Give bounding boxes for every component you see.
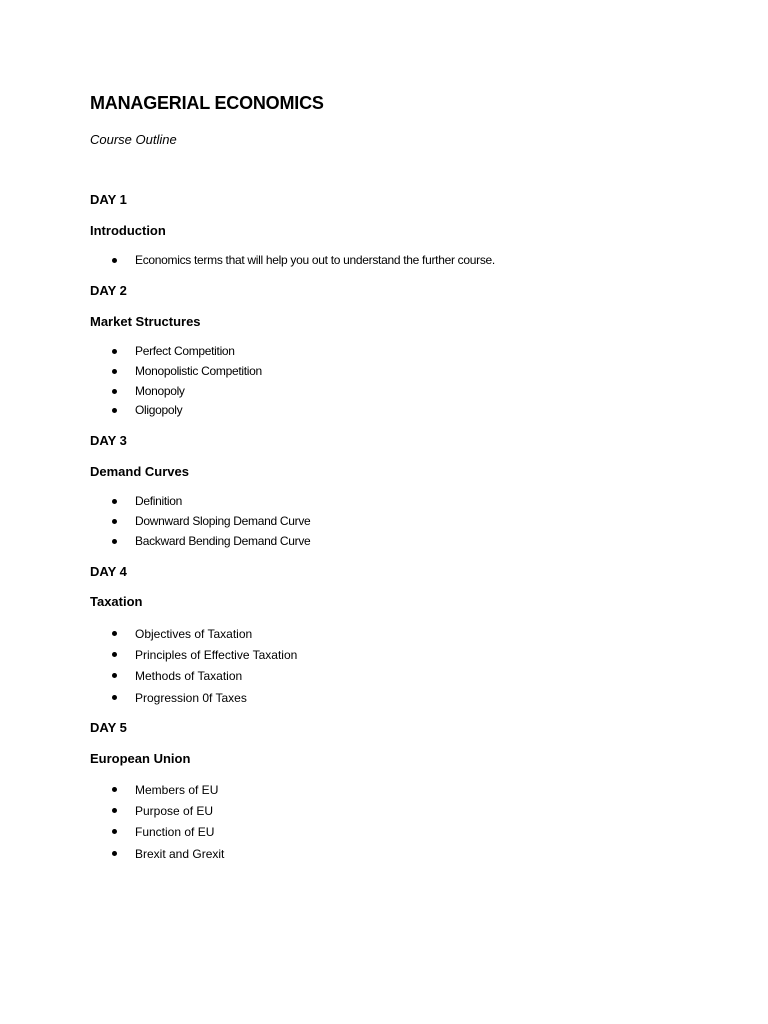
bullet-icon: [112, 851, 117, 856]
bullet-icon: [112, 808, 117, 813]
bullet-icon: [112, 652, 117, 657]
day-5-label: DAY 5: [90, 720, 127, 735]
bullet-icon: [112, 631, 117, 636]
bullet-icon: [112, 349, 117, 354]
day-2-list: [110, 342, 262, 421]
list-item: Monopoly: [110, 382, 262, 402]
day-2-heading: Market Structures: [90, 314, 201, 329]
bullet-icon: [112, 258, 117, 263]
list-item: Oligopoly: [110, 401, 262, 421]
day-1-heading: Introduction: [90, 223, 166, 238]
bullet-icon: [112, 389, 117, 394]
list-item: Methods of Taxation: [110, 666, 297, 687]
bullet-icon: [112, 369, 117, 374]
day-3-list: [110, 492, 310, 551]
document-subtitle: Course Outline: [90, 132, 177, 147]
day-2-label: DAY 2: [90, 283, 127, 298]
day-4-label: DAY 4: [90, 564, 127, 579]
bullet-icon: [112, 673, 117, 678]
bullet-icon: [112, 695, 117, 700]
bullet-icon: [112, 499, 117, 504]
list-item: Definition: [110, 492, 310, 512]
day-3-label: DAY 3: [90, 433, 127, 448]
list-item: Function of EU: [110, 822, 224, 843]
list-item: Monopolistic Competition: [110, 362, 262, 382]
list-item: Progression 0f Taxes: [110, 688, 297, 709]
day-1-label: DAY 1: [90, 192, 127, 207]
bullet-icon: [112, 829, 117, 834]
day-3-heading: Demand Curves: [90, 464, 189, 479]
day-4-list: [110, 624, 297, 709]
list-item: Purpose of EU: [110, 801, 224, 822]
list-item: Members of EU: [110, 780, 224, 801]
bullet-icon: [112, 519, 117, 524]
bullet-icon: [112, 539, 117, 544]
list-item: Economics terms that will help you out to understand the further course.: [110, 251, 495, 271]
bullet-icon: [112, 787, 117, 792]
list-item: Backward Bending Demand Curve: [110, 532, 310, 552]
day-5-list: [110, 780, 224, 865]
list-item: Brexit and Grexit: [110, 844, 224, 865]
list-item: Principles of Effective Taxation: [110, 645, 297, 666]
list-item: Downward Sloping Demand Curve: [110, 512, 310, 532]
list-item: Perfect Competition: [110, 342, 262, 362]
document-title: MANAGERIAL ECONOMICS: [90, 93, 324, 113]
day-1-list: [110, 251, 495, 271]
day-4-heading: Taxation: [90, 594, 143, 609]
list-item: Objectives of Taxation: [110, 624, 297, 645]
day-5-heading: European Union: [90, 751, 191, 766]
bullet-icon: [112, 408, 117, 413]
